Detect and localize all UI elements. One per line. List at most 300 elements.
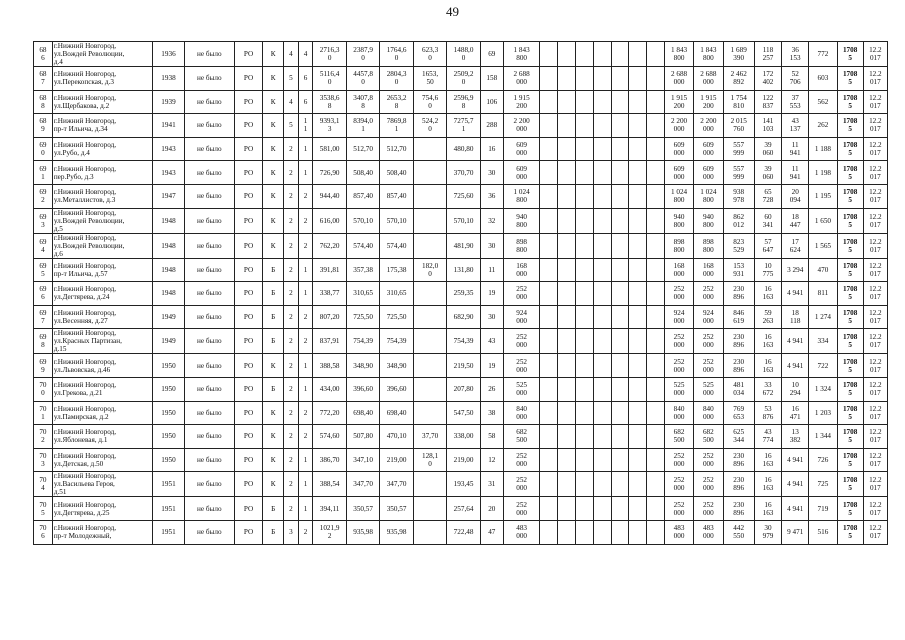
cell-t3: 230 896 [723,448,754,472]
cell-t6: 1 198 [809,161,837,185]
cell-empty [540,258,558,282]
cell-year: 1949 [153,305,184,329]
cell-t1: 252 000 [664,472,693,497]
cell-empty [629,42,647,67]
cell-empty [593,67,611,91]
cell-t5: 4 941 [782,354,809,378]
cell-a4 [413,401,446,425]
cell-empty [611,258,629,282]
cell-empty [611,137,629,161]
cell-empty [629,401,647,425]
cell-empty [558,472,576,497]
cell-t5: 36 153 [782,42,809,67]
cell-a1: 807,20 [313,305,346,329]
cell-res: 69 [480,42,503,67]
cell-empty [558,425,576,449]
cell-res: 38 [480,401,503,425]
cell-a5: 1488,0 0 [447,42,480,67]
cell-a1: 9393,1 3 [313,114,346,138]
cell-a2: 698,40 [346,401,379,425]
cell-a4 [413,137,446,161]
cell-empty [576,354,594,378]
cell-a5: 207,80 [447,377,480,401]
table-row [34,520,888,544]
cell-cap: не было [184,401,234,425]
cell-empty [629,67,647,91]
cell-res: 106 [480,90,503,114]
cell-addr: г.Нижний Новгород, ул.Вождей Революции, д.6 [52,233,152,258]
cell-year: 1943 [153,161,184,185]
cell-empty [611,448,629,472]
cell-cap: не было [184,67,234,91]
cell-addr: г.Нижний Новгород, ул.Перекопская, д.3 [52,67,152,91]
table-row [34,233,888,258]
cell-addr: г.Нижний Новгород, ул.Грекова, д.21 [52,377,152,401]
cell-en: 2 [298,305,313,329]
cell-empty [629,233,647,258]
cell-a2: 754,39 [346,329,379,354]
cell-t3: 1 754 810 [723,90,754,114]
cell-t6: 1 203 [809,401,837,425]
cell-t1: 252 000 [664,282,693,306]
cell-empty [611,282,629,306]
cell-addr: г.Нижний Новгород, ул.Васильева Героя, д.51 [52,472,152,497]
cell-t2: 525 000 [694,377,723,401]
cell-cap: не было [184,282,234,306]
cell-fl: 2 [284,472,299,497]
cell-ro: РО [234,497,262,521]
cell-en: 1 [298,258,313,282]
cell-t5: 4 941 [782,282,809,306]
cell-c1: 168 000 [503,258,540,282]
cell-t2: 2 200 000 [694,114,723,138]
cell-cap: не было [184,184,234,208]
cell-t6: 725 [809,472,837,497]
cell-a2: 935,98 [346,520,379,544]
cell-res: 158 [480,67,503,91]
cell-t4: 59 263 [754,305,781,329]
cell-a4: 128,1 0 [413,448,446,472]
table-row [34,497,888,521]
cell-t6: 1 650 [809,208,837,233]
cell-t1: 609 000 [664,161,693,185]
cell-t6: 1 344 [809,425,837,449]
cell-a5: 259,35 [447,282,480,306]
cell-t6: 726 [809,448,837,472]
cell-date: 12.2 017 [863,258,887,282]
cell-empty [540,161,558,185]
cell-t3: 557 999 [723,161,754,185]
cell-t5: 4 941 [782,472,809,497]
cell-empty [540,377,558,401]
cell-empty [593,137,611,161]
cell-res: 47 [480,520,503,544]
cell-ro: РО [234,184,262,208]
cell-a1: 3538,6 8 [313,90,346,114]
cell-a4: 182,0 0 [413,258,446,282]
cell-empty [611,425,629,449]
cell-a1: 581,00 [313,137,346,161]
cell-a5: 2509,2 0 [447,67,480,91]
cell-empty [611,184,629,208]
cell-empty [558,67,576,91]
cell-en: 2 [298,520,313,544]
table-row [34,67,888,91]
cell-empty [647,472,665,497]
cell-year: 1950 [153,425,184,449]
cell-t2: 609 000 [694,161,723,185]
cell-a4 [413,520,446,544]
cell-empty [540,425,558,449]
cell-res: 32 [480,208,503,233]
cell-t4: 60 341 [754,208,781,233]
cell-ro: РО [234,282,262,306]
cell-a3: 2804,3 0 [380,67,413,91]
cell-en: 6 [298,90,313,114]
cell-code: 1708 5 [837,448,863,472]
cell-t5: 4 941 [782,448,809,472]
cell-empty [540,90,558,114]
cell-cap: не было [184,208,234,233]
cell-date: 12.2 017 [863,425,887,449]
cell-date: 12.2 017 [863,305,887,329]
cell-empty [611,377,629,401]
cell-a3: 347,70 [380,472,413,497]
cell-empty [611,329,629,354]
table-row [34,161,888,185]
cell-t6: 772 [809,42,837,67]
cell-t6: 722 [809,354,837,378]
cell-empty [593,184,611,208]
cell-fl: 2 [284,161,299,185]
cell-t2: 2 688 000 [694,67,723,91]
cell-c1: 252 000 [503,282,540,306]
cell-t1: 2 688 000 [664,67,693,91]
cell-t4: 16 163 [754,497,781,521]
cell-empty [558,114,576,138]
cell-empty [647,42,665,67]
cell-addr: г.Нижний Новгород, пр-т Ильича, д.34 [52,114,152,138]
cell-fl: 2 [284,329,299,354]
cell-fl: 3 [284,520,299,544]
cell-t4: 118 257 [754,42,781,67]
cell-mat: К [263,448,284,472]
cell-en: 2 [298,233,313,258]
cell-empty [629,114,647,138]
cell-n: 70 1 [34,401,53,425]
cell-n: 68 7 [34,67,53,91]
cell-t6: 334 [809,329,837,354]
cell-ro: РО [234,233,262,258]
cell-empty [629,137,647,161]
table-row [34,448,888,472]
cell-a5: 338,00 [447,425,480,449]
cell-a2: 396,60 [346,377,379,401]
cell-res: 30 [480,305,503,329]
cell-addr: г.Нижний Новгород, ул.Рубо, д.4 [52,137,152,161]
cell-a2: 725,50 [346,305,379,329]
cell-empty [593,401,611,425]
cell-a4 [413,208,446,233]
cell-empty [576,114,594,138]
cell-a4 [413,161,446,185]
cell-res: 30 [480,161,503,185]
cell-empty [629,305,647,329]
cell-ro: РО [234,425,262,449]
cell-n: 69 7 [34,305,53,329]
cell-a2: 2387,9 0 [346,42,379,67]
cell-code: 1708 5 [837,497,863,521]
cell-empty [540,42,558,67]
cell-empty [540,497,558,521]
cell-t4: 57 647 [754,233,781,258]
cell-a5: 219,50 [447,354,480,378]
cell-empty [540,208,558,233]
cell-empty [647,114,665,138]
cell-year: 1939 [153,90,184,114]
cell-empty [540,233,558,258]
cell-empty [558,448,576,472]
cell-a2: 347,70 [346,472,379,497]
table-row [34,42,888,67]
cell-t1: 252 000 [664,354,693,378]
cell-res: 19 [480,282,503,306]
cell-t1: 168 000 [664,258,693,282]
cell-code: 1708 5 [837,354,863,378]
cell-t2: 1 843 800 [694,42,723,67]
cell-date: 12.2 017 [863,329,887,354]
cell-ro: РО [234,401,262,425]
cell-empty [540,282,558,306]
cell-en: 1 [298,161,313,185]
cell-t5: 20 094 [782,184,809,208]
cell-date: 12.2 017 [863,497,887,521]
cell-cap: не было [184,42,234,67]
cell-cap: не было [184,137,234,161]
cell-t3: 230 896 [723,472,754,497]
cell-t5: 4 941 [782,329,809,354]
cell-res: 36 [480,184,503,208]
cell-empty [576,282,594,306]
cell-empty [629,184,647,208]
cell-fl: 5 [284,114,299,138]
cell-date: 12.2 017 [863,354,887,378]
cell-a4 [413,377,446,401]
cell-n: 69 9 [34,354,53,378]
cell-empty [558,401,576,425]
cell-date: 12.2 017 [863,67,887,91]
cell-a5: 754,39 [447,329,480,354]
cell-mat: К [263,90,284,114]
cell-addr: г.Нижний Новгород, ул.Дегтярева, д.24 [52,282,152,306]
cell-empty [540,114,558,138]
cell-a5: 193,45 [447,472,480,497]
cell-ro: РО [234,377,262,401]
cell-ro: РО [234,42,262,67]
cell-empty [576,377,594,401]
cell-t5: 4 941 [782,497,809,521]
cell-t1: 2 200 000 [664,114,693,138]
cell-c1: 609 000 [503,137,540,161]
cell-c1: 2 688 000 [503,67,540,91]
cell-mat: К [263,401,284,425]
cell-empty [647,90,665,114]
cell-empty [629,520,647,544]
cell-n: 68 6 [34,42,53,67]
cell-t2: 252 000 [694,497,723,521]
cell-t4: 16 163 [754,282,781,306]
cell-t4: 16 163 [754,472,781,497]
cell-a2: 350,57 [346,497,379,521]
cell-a2: 512,70 [346,137,379,161]
table-row [34,354,888,378]
table-row [34,377,888,401]
cell-cap: не было [184,305,234,329]
cell-n: 68 8 [34,90,53,114]
cell-a4: 623,3 0 [413,42,446,67]
cell-date: 12.2 017 [863,208,887,233]
cell-a4 [413,354,446,378]
cell-ro: РО [234,472,262,497]
cell-a2: 574,40 [346,233,379,258]
cell-ro: РО [234,258,262,282]
cell-mat: К [263,233,284,258]
cell-t3: 862 012 [723,208,754,233]
housing-register-table [33,41,888,545]
cell-t4: 16 163 [754,354,781,378]
cell-empty [593,377,611,401]
cell-c1: 252 000 [503,448,540,472]
table-row [34,184,888,208]
cell-a2: 4457,8 0 [346,67,379,91]
cell-empty [593,233,611,258]
cell-t3: 557 999 [723,137,754,161]
cell-cap: не было [184,354,234,378]
cell-a3: 1764,6 0 [380,42,413,67]
cell-empty [629,208,647,233]
cell-empty [611,472,629,497]
cell-a5: 682,90 [447,305,480,329]
cell-addr: г.Нижний Новгород, ул.Вождей Революции, д.4 [52,42,152,67]
cell-code: 1708 5 [837,282,863,306]
cell-code: 1708 5 [837,184,863,208]
cell-code: 1708 5 [837,401,863,425]
cell-t2: 840 000 [694,401,723,425]
cell-a5: 480,80 [447,137,480,161]
cell-t5: 52 706 [782,67,809,91]
cell-a5: 219,00 [447,448,480,472]
cell-addr: г.Нижний Новгород, ул.Красных Партизан, д.15 [52,329,152,354]
cell-t6: 1 188 [809,137,837,161]
cell-t2: 1 024 800 [694,184,723,208]
cell-empty [611,305,629,329]
cell-t3: 625 344 [723,425,754,449]
cell-mat: Б [263,282,284,306]
cell-c1: 525 000 [503,377,540,401]
cell-year: 1950 [153,377,184,401]
cell-t6: 719 [809,497,837,521]
cell-empty [647,354,665,378]
cell-t3: 769 653 [723,401,754,425]
cell-a3: 7869,8 1 [380,114,413,138]
cell-n: 70 0 [34,377,53,401]
cell-a1: 762,20 [313,233,346,258]
cell-t2: 924 000 [694,305,723,329]
cell-addr: г.Нижний Новгород, пер.Рубо, д.3 [52,161,152,185]
cell-a4: 754,6 0 [413,90,446,114]
cell-empty [558,305,576,329]
cell-a1: 574,60 [313,425,346,449]
cell-mat: К [263,354,284,378]
cell-empty [593,472,611,497]
cell-t5: 18 118 [782,305,809,329]
cell-empty [647,520,665,544]
cell-a2: 507,80 [346,425,379,449]
cell-a4 [413,329,446,354]
cell-a2: 357,38 [346,258,379,282]
cell-en: 2 [298,401,313,425]
cell-res: 11 [480,258,503,282]
cell-empty [647,282,665,306]
cell-a2: 8394,0 1 [346,114,379,138]
cell-empty [593,497,611,521]
cell-a5: 7275,7 1 [447,114,480,138]
cell-fl: 2 [284,233,299,258]
cell-cap: не было [184,377,234,401]
cell-addr: г.Нижний Новгород, пр-т Ильича, д.57 [52,258,152,282]
cell-c1: 1 915 200 [503,90,540,114]
cell-t5: 10 294 [782,377,809,401]
cell-a1: 391,81 [313,258,346,282]
cell-c1: 840 000 [503,401,540,425]
cell-en: 1 [298,472,313,497]
cell-a3: 219,00 [380,448,413,472]
cell-empty [576,258,594,282]
cell-ro: РО [234,161,262,185]
cell-t4: 10 775 [754,258,781,282]
cell-addr: г.Нижний Новгород, ул.Вождей Революции, д.5 [52,208,152,233]
cell-empty [540,67,558,91]
cell-year: 1950 [153,401,184,425]
cell-c1: 898 800 [503,233,540,258]
cell-empty [576,161,594,185]
cell-n: 69 1 [34,161,53,185]
cell-res: 19 [480,354,503,378]
cell-en: 2 [298,425,313,449]
cell-a1: 944,40 [313,184,346,208]
cell-cap: не было [184,233,234,258]
cell-mat: Б [263,305,284,329]
cell-empty [558,90,576,114]
cell-empty [576,520,594,544]
cell-empty [576,42,594,67]
cell-c1: 924 000 [503,305,540,329]
cell-t3: 230 896 [723,497,754,521]
cell-a4 [413,233,446,258]
cell-c1: 2 200 000 [503,114,540,138]
cell-t3: 846 619 [723,305,754,329]
cell-empty [558,161,576,185]
cell-t6: 1 195 [809,184,837,208]
cell-t3: 230 896 [723,354,754,378]
cell-empty [576,233,594,258]
cell-empty [540,448,558,472]
cell-fl: 2 [284,137,299,161]
cell-empty [611,42,629,67]
cell-c1: 483 000 [503,520,540,544]
cell-year: 1941 [153,114,184,138]
table-row [34,258,888,282]
